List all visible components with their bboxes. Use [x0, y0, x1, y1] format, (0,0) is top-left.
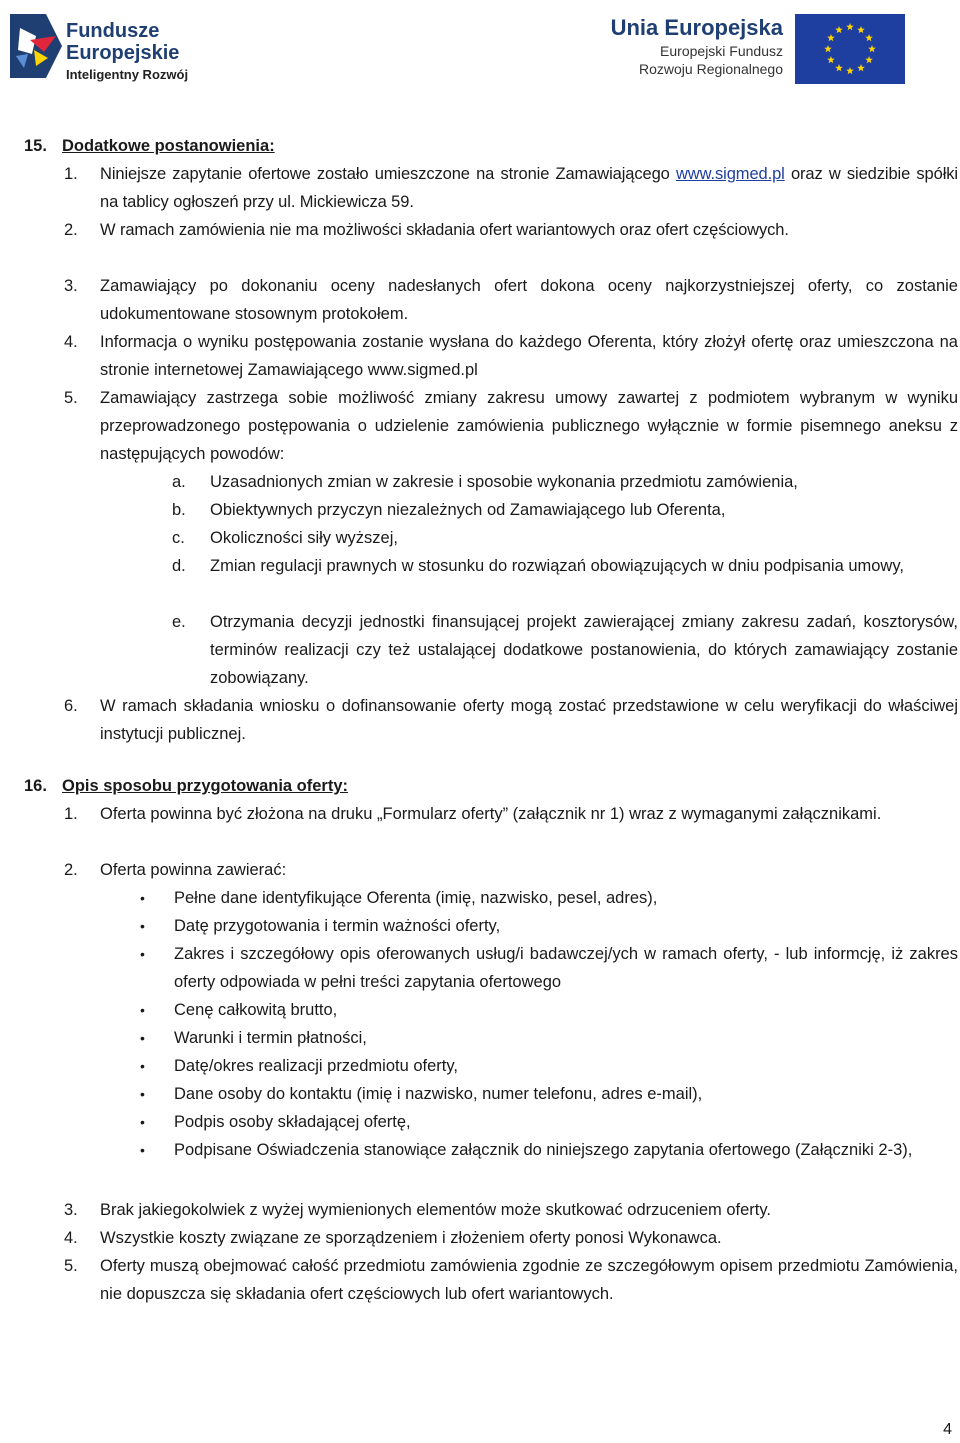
list-item-16-3: 3. Brak jakiegokolwiek z wyżej wymienionych elementów może skutkować odrzuceniem oferty.	[64, 1201, 771, 1219]
bullet-item: • Datę/okres realizacji przedmiotu oferty,	[140, 1052, 958, 1080]
fe-logo-line1: Fundusze	[66, 20, 160, 42]
bullet-icon: •	[140, 1086, 145, 1102]
list-item-15-3: 3. Zamawiający po dokonaniu oceny nadesłanych ofert dokona oceny najkorzystniejszej oferty, co zostanie udokumentowane stosownym protokołem.	[64, 277, 958, 323]
section-15-number: 15.	[24, 137, 47, 155]
eu-flag-icon	[795, 14, 905, 84]
bullet-item: • Zakres i szczegółowy opis oferowanych usług/i badawczej/ych w ramach oferty, - lub informcję, iż zakres oferty odpowiada w pełni treści zapytania ofertowego	[140, 940, 958, 996]
sub-item-c: c. Okoliczności siły wyższej,	[172, 529, 398, 547]
bullet-icon: •	[140, 946, 145, 962]
section-15-title: Dodatkowe postanowienia:	[62, 137, 275, 155]
ue-logo-line1: Unia Europejska	[610, 15, 783, 40]
list-item-16-2: 2. Oferta powinna zawierać:	[64, 861, 287, 879]
sigmed-link[interactable]: www.sigmed.pl	[675, 165, 785, 183]
list-item-15-2: 2. W ramach zamówienia nie ma możliwości składania ofert wariantowych oraz ofert częściowych.	[64, 221, 789, 239]
ue-logo-line3: Rozwoju Regionalnego	[639, 61, 783, 77]
unia-europejska-logo	[598, 10, 913, 85]
list-item-15-4: 4. Informacja o wyniku postępowania zostanie wysłana do każdego Oferenta, który złożył ofertę oraz umieszczona na stronie internetowej Zamawiającego www.sigmed.pl	[64, 333, 958, 379]
sub-item-d: d. Zmian regulacji prawnych w stosunku do rozwiązań obowiązujących w dniu podpisania umowy,	[172, 557, 904, 575]
bullet-icon: •	[140, 1114, 145, 1130]
ue-logo-line2: Europejski Fundusz	[660, 43, 783, 59]
bullet-item: • Cenę całkowitą brutto,	[140, 996, 958, 1024]
sub-item-a: a. Uzasadnionych zmian w zakresie i sposobie wykonania przedmiotu zamówienia,	[172, 473, 798, 491]
fe-logo-line2: Europejskie	[66, 42, 180, 64]
bullet-icon: •	[140, 1142, 145, 1158]
bullet-item: • Dane osoby do kontaktu (imię i nazwisko, numer telefonu, adres e-mail),	[140, 1080, 958, 1108]
bullet-icon: •	[140, 918, 145, 934]
section-16-title: Opis sposobu przygotowania oferty:	[62, 777, 349, 795]
bullet-item: • Podpis osoby składającej ofertę,	[140, 1108, 958, 1136]
fe-logo-line3: Inteligentny Rozwój	[66, 67, 189, 82]
list-item-16-1: 1. Oferta powinna być złożona na druku „Formularz oferty” (załącznik nr 1) wraz z wymaganymi załącznikami.	[64, 805, 882, 823]
list-item-16-4: 4. Wszystkie koszty związane ze sporządzeniem i złożeniem oferty ponosi Wykonawca.	[64, 1229, 722, 1247]
list-item-15-1: 1. Niniejsze zapytanie ofertowe zostało umieszczone na stronie Zamawiającego www.sigmed.pl oraz w siedzibie spółki na tablicy ogłoszeń przy ul. Mickiewicza 59.	[64, 165, 958, 211]
fundusze-europejskie-logo	[10, 6, 210, 82]
list-item-15-5: 5. Zamawiający zastrzega sobie możliwość zmiany zakresu umowy zawartej z podmiotem wybranym w wyniku przeprowadzonego postępowania o udzielenie zamówienia publicznego wyłącznie w formie pisemnego aneksu z następujących powodów:	[64, 389, 958, 463]
bullet-icon: •	[140, 1030, 145, 1046]
bullet-item: • Datę przygotowania i termin ważności oferty,	[140, 912, 958, 940]
list-item-15-6: 6. W ramach składania wniosku o dofinansowanie oferty mogą zostać przedstawione w celu weryfikacji do właściwej instytucji publicznej.	[64, 697, 958, 743]
bullet-icon: •	[140, 890, 145, 906]
section-16-heading	[24, 772, 348, 800]
bullet-item: • Podpisane Oświadczenia stanowiące załącznik do niniejszego zapytania ofertowego (Załączniki 2-3),	[140, 1136, 958, 1164]
sub-item-e: e. Otrzymania decyzji jednostki finansującej projekt zawierającej zmiany zakresu zadań, kosztorysów, terminów realizacji czy też ustalającej dodatkowe postanowienia, do których zamawiający zostanie zobowiązany.	[172, 613, 958, 687]
list-item-16-5: 5. Oferty muszą obejmować całość przedmiotu zamówienia zgodnie ze szczegółowym opisem przedmiotu Zamówienia, nie dopuszcza się składania ofert częściowych lub ofert wariantowych.	[64, 1257, 958, 1303]
bullet-icon: •	[140, 1058, 145, 1074]
bullet-item: • Pełne dane identyfikujące Oferenta (imię, nazwisko, pesel, adres),	[140, 884, 958, 912]
sub-item-b: b. Obiektywnych przyczyn niezależnych od Zamawiającego lub Oferenta,	[172, 501, 726, 519]
page-number: 4	[943, 1421, 952, 1438]
bullet-icon: •	[140, 1002, 145, 1018]
section-16-number: 16.	[24, 777, 47, 795]
bullet-item: • Warunki i termin płatności,	[140, 1024, 958, 1052]
section-15-heading	[24, 132, 275, 160]
fe-star-emblem-icon	[10, 6, 62, 82]
